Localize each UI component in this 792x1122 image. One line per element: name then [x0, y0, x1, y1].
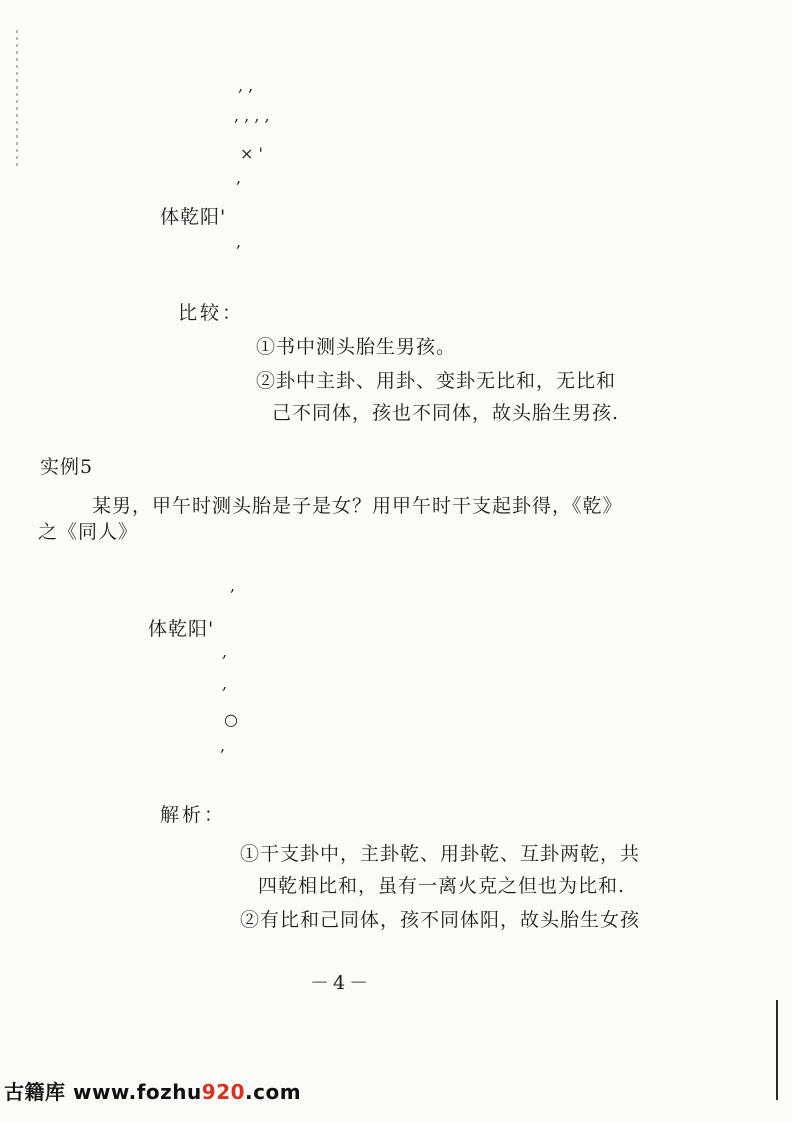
hexagram-mark: ○	[224, 710, 238, 729]
analysis-point: ②有比和己同体，孩不同体阳，故头胎生女孩	[240, 909, 641, 931]
watermark-brand: 古籍库	[4, 1080, 66, 1104]
compare-heading: 比较：	[178, 302, 245, 324]
analysis-heading: 解析：	[160, 804, 227, 826]
example-body: 某男，甲午时测头胎是子是女？用甲午时干支起卦得，《乾》	[92, 495, 623, 517]
hexagram-mark: , , , ,	[234, 106, 270, 125]
scan-left-edge	[16, 30, 18, 170]
watermark-url-prefix: www.fozhu	[72, 1080, 202, 1104]
analysis-point: 四乾相比和，虽有一离火克之但也为比和.	[258, 875, 626, 897]
analysis-point: ①干支卦中，主卦乾、用卦乾、互卦两乾，共	[240, 843, 641, 865]
example-body: 之《同人》	[38, 521, 139, 543]
hexagram-mark: ,	[222, 674, 228, 693]
site-watermark	[4, 1082, 301, 1102]
hexagram-mark: × '	[240, 144, 263, 163]
hexagram-body-label: 体乾阳'	[148, 618, 215, 640]
page-number: －4－	[310, 972, 373, 994]
hexagram-mark: ,	[222, 642, 228, 661]
compare-point: 己不同体，孩也不同体，故头胎生男孩.	[272, 402, 620, 424]
compare-point: ①书中测头胎生男孩。	[256, 336, 457, 358]
hexagram-body-label: 体乾阳'	[160, 206, 227, 228]
hexagram-mark: ,	[230, 576, 236, 595]
hexagram-mark: ,	[236, 168, 242, 187]
scan-right-edge	[776, 1000, 778, 1100]
hexagram-mark: ,	[236, 232, 242, 251]
watermark-url-suffix: .com	[245, 1080, 302, 1104]
hexagram-mark: ,	[220, 736, 226, 755]
compare-point: ②卦中主卦、用卦、变卦无比和，无比和	[256, 370, 617, 392]
hexagram-mark: , ,	[238, 76, 254, 95]
example-heading: 实例5	[40, 456, 94, 478]
watermark-url-number: 920	[201, 1080, 246, 1104]
